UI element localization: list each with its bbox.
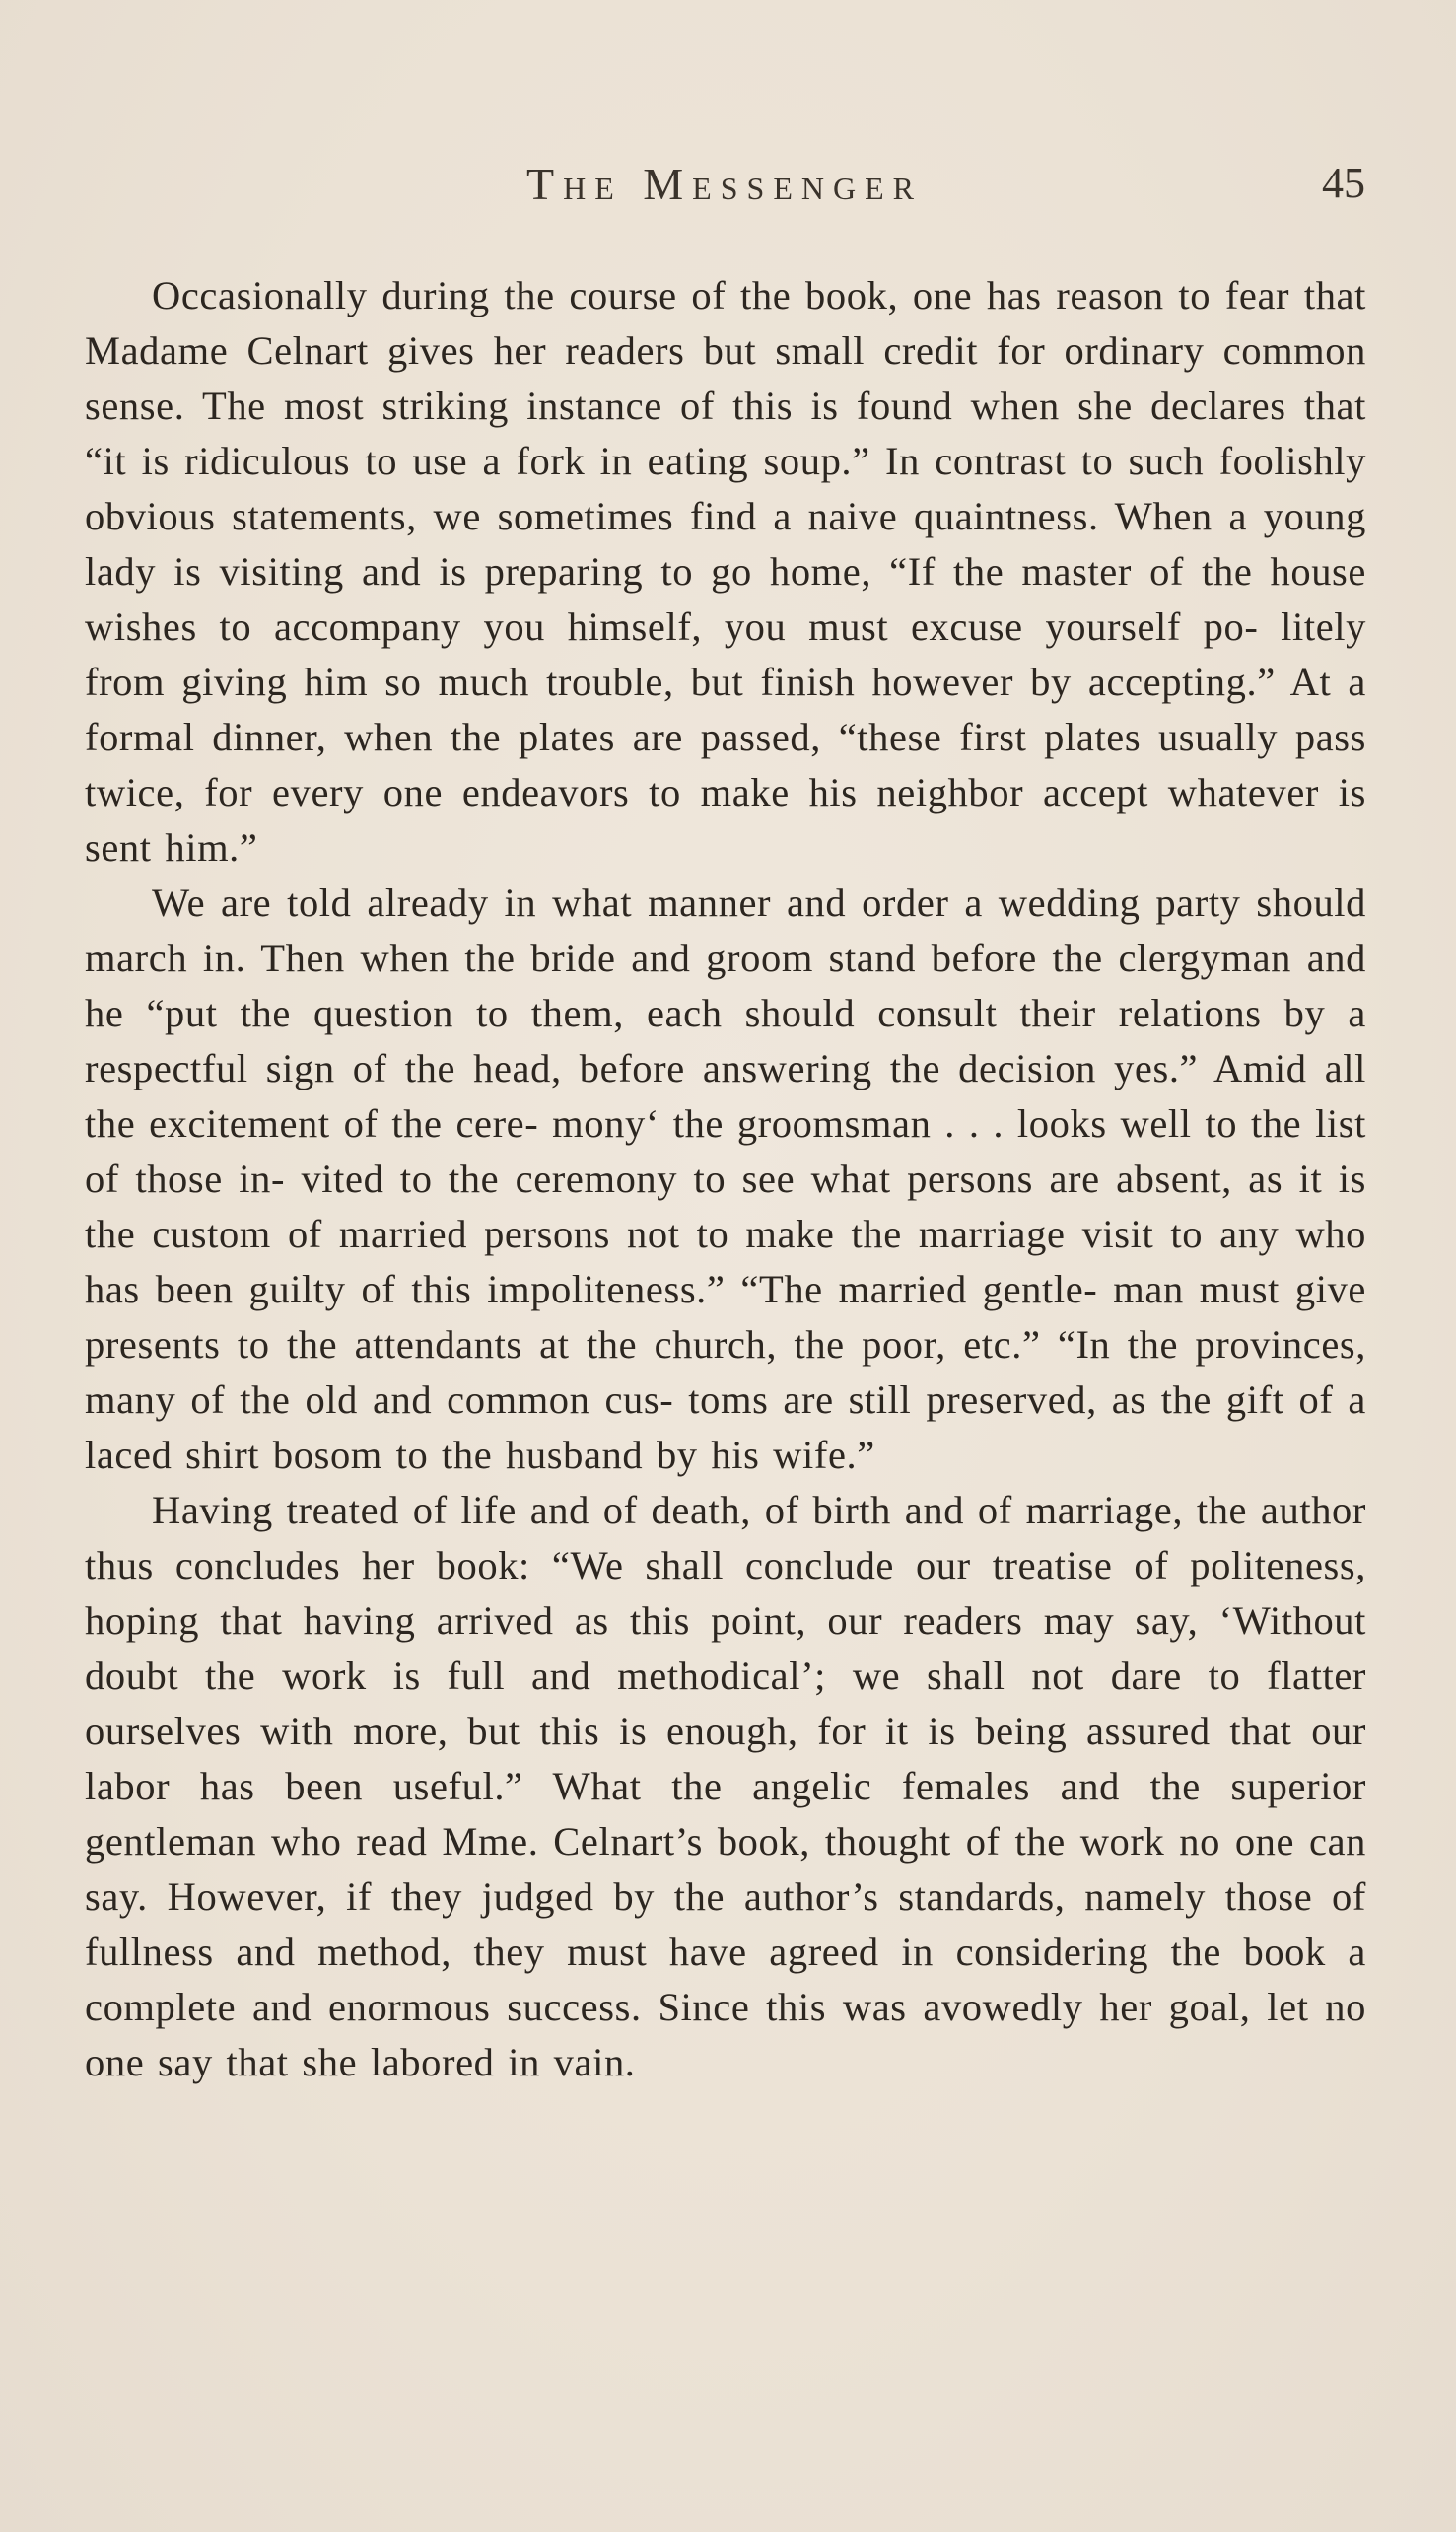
paragraph-3: Having treated of life and of death, of birth and of marriage, the author thus concludes her book: “We shall conclude our treatise of politeness, hoping that having arrived as this point, our readers may say, ‘Without doubt the work is full and methodical’; we shall not dare to flatter ourselves with more, but this is enough, for it is being assured that our labor has been useful.” What the angelic females and the superior gentleman who read Mme. Celnart’s book, thought of the work no one can say. However, if they judged by the author’s standards, namely those of fullness and method, they must have agreed in considering the book a complete and enormous success. Since this was avowedly her goal, let no one say that she labored in vain. <box>85 1488 1366 2084</box>
paragraph-2: We are told already in what manner and order a wedding party should march in. Then when the bride and groom stand before the clergyman and he “put the question to them, each should consult their relations by a respectful sign of the head, before answering the decision yes.” Amid all the excitement of the cere- mony‘ the groomsman . . . looks well to the list of those in- vited to the ceremony to see what persons are absent, as it is the custom of married persons not to make the marriage visit to any who has been guilty of this impoliteness.” “The married gentle- man must give presents to the attendants at the church, the poor, etc.” “In the provinces, many of the old and common cus- toms are still preserved, as the gift of a laced shirt bosom to the husband by his wife.” <box>85 880 1366 1477</box>
running-head <box>84 158 1365 217</box>
page-number: 45 <box>1322 159 1365 207</box>
paragraph-1: Occasionally during the course of the book, one has reason to fear that Madame Celnart gives her readers but small credit for ordinary common sense. The most striking instance of this is found when she declares that “it is ridiculous to use a fork in eating soup.” In contrast to such foolishly obvious statements, we sometimes find a naive quaintness. When a young lady is visiting and is preparing to go home, “If the master of the house wishes to accompany you himself, you must excuse yourself po- litely from giving him so much trouble, but finish however by accepting.” At a formal dinner, when the plates are passed, “these first plates usually pass twice, for every one endeavors to make his neighbor accept whatever is sent him.” <box>85 273 1366 870</box>
journal-title: The Messenger <box>526 159 923 209</box>
body-text <box>85 268 1366 2090</box>
